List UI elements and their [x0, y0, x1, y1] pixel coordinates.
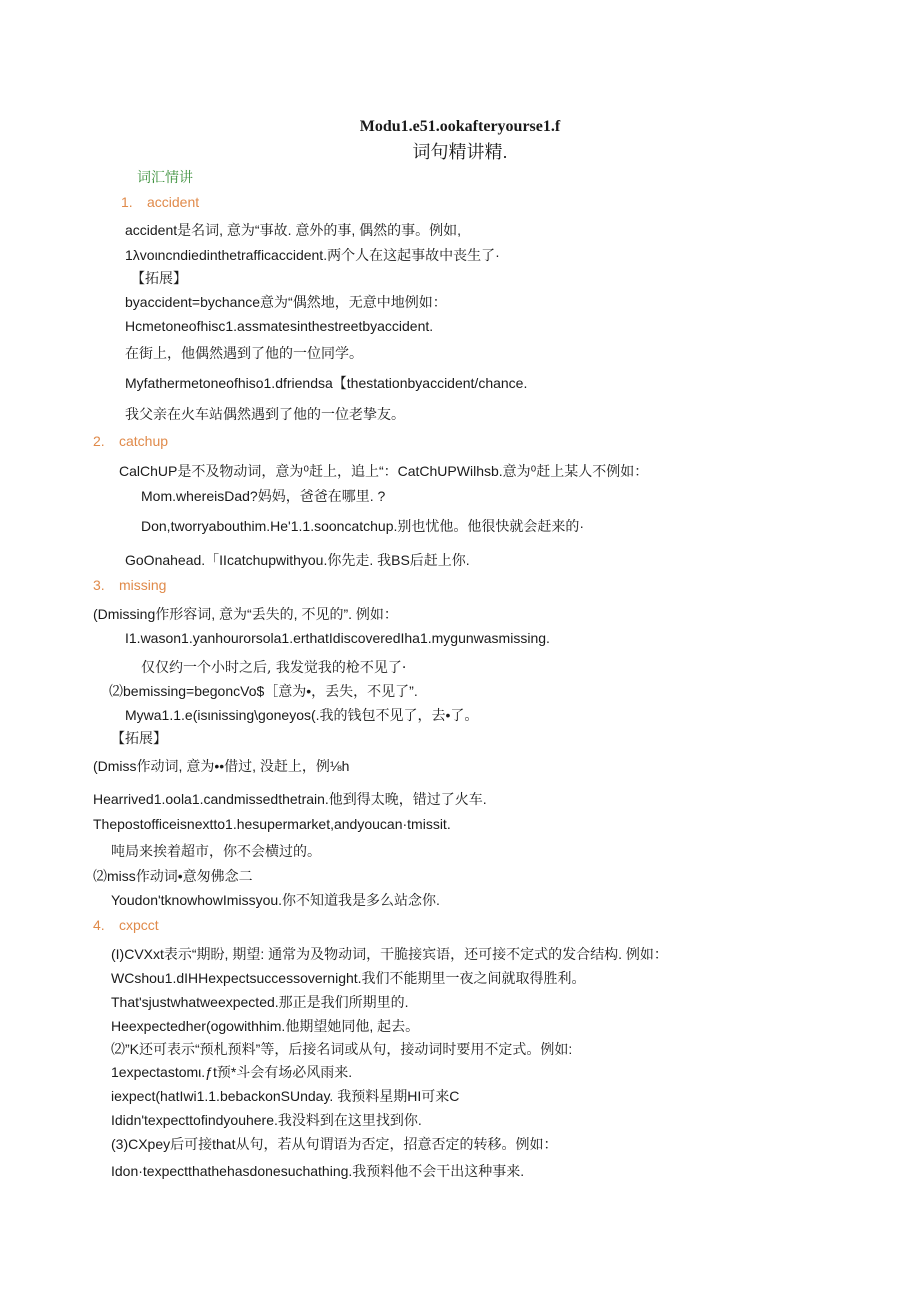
page-title: Modu1.e51.ookafteryourse1.f — [359, 118, 561, 135]
example-line: WCshou1.dIHHexpectsuccessovernight.我们不能期里一夜之间就取得胜利。 — [111, 970, 586, 986]
example-line: GoOnahead.「IIcatchupwithyou.你先走. 我BS后赶上你. — [125, 552, 470, 568]
example-line: Idon·texpectthathehasdonesuchathing.我预料他不会干出这种事来. — [111, 1163, 525, 1179]
translation-line: 吨局来挨着超市，你不会横过的。 — [111, 844, 321, 860]
text-line: 1λvoιncndiedinthetrafficaccident.两个人在这起事故中丧生了· — [125, 247, 500, 263]
example-line: Youdon'tknowhowImissyou.你不知道我是多么站念你. — [111, 892, 440, 908]
section-heading: 4. cxpcct — [93, 917, 159, 933]
example-line: Thepostofficeisnextto1.hesupermarket,andyoucan·tmissit. — [93, 816, 451, 832]
text-line: (Dmissing作形容词, 意为“丢失的, 不见的”. 例如： — [93, 606, 398, 622]
text-line: (I)CVXxt表示“期盼, 期望: 通常为及物动词，干脆接宾语，还可接不定式的发合结构. 例如： — [111, 946, 668, 962]
example-line: Mom.whereisDad?妈妈，爸爸在哪里. ? — [141, 488, 386, 504]
translation-line: 在街上，他偶然遇到了他的一位同学。 — [125, 346, 363, 362]
example-line: I1.wason1.yanhourorsola1.erthatIdiscoveredIha1.mygunwasmissing. — [125, 630, 550, 646]
section-heading: 3. missing — [93, 577, 167, 593]
expand-label: 【拓展】 — [131, 270, 187, 286]
page-subtitle: 词句精讲精. — [412, 142, 508, 162]
example-line: Ididn'texpecttofindyouhere.我没料到在这里找到你. — [111, 1112, 422, 1128]
text-line: (Dmiss作动词, 意为••借过, 没赶上，例⅛h — [93, 758, 350, 774]
section-heading: 2. catchup — [93, 433, 169, 449]
example-line: Myfathermetoneofhiso1.dfriendsa【thestationbyaccident/chance. — [125, 375, 528, 391]
expand-label: 【拓展】 — [111, 730, 167, 746]
example-line: Heexpectedher(ogowithhim.他期望她同他, 起去。 — [111, 1018, 420, 1034]
example-line: Don,tworryabouthim.He'1.1.sooncatchup.别也忧他。他很快就会赶来的· — [141, 518, 585, 534]
example-line: 1expectastomι.ƒt预*斗会有场必风雨来. — [111, 1064, 353, 1080]
example-line: Hcmetoneofhisc1.assmatesinthestreetbyaccident. — [125, 318, 434, 334]
text-line: (3)CXpey后可接that从句，若从句谓语为否定，招意否定的转移。例如： — [111, 1136, 558, 1152]
text-line: ⑵”K还可表示“预札预料”等，后接名词或从句，接动词时要用不定式。例如: — [111, 1041, 573, 1057]
translation-line: 我父亲在火车站偶然遇到了他的一位老挚友。 — [125, 407, 405, 423]
section-heading: 1. accident — [121, 194, 200, 210]
example-line: Hearrived1.oola1.candmissedthetrain.他到得太晚，错过了火车. — [93, 791, 487, 807]
translation-line: 仅仅约一个小时之后, 我发觉我的枪不见了· — [141, 660, 407, 676]
text-line: CalChUP是不及物动词，意为⁰赶上，追上“：CatChUPWilhsb.意为⁰赶上某人不例如： — [119, 463, 649, 479]
text-line: accident是名词, 意为“事故. 意外的事, 偶然的事。例如, — [125, 222, 462, 238]
vocab-header: 词汇情讲 — [137, 169, 193, 185]
example-line: iexpect(hatIwi1.1.bebackonSUnday. 我预料星期HI可来C — [111, 1088, 460, 1104]
example-line: That'sjustwhatweexpected.那正是我们所期里的. — [111, 994, 409, 1010]
example-line: Mywa1.1.e(isιnissing\goneyos(.我的钱包不见了，去•了。 — [125, 707, 479, 723]
text-line: byaccident=bychance意为“偶然地，无意中地例如： — [125, 294, 447, 310]
text-line: ⑵bemissing=begoncVo$［意为•，丢失，不见了”. — [109, 683, 418, 699]
text-line: ⑵miss作动词•意匆佛念二 — [93, 868, 253, 884]
